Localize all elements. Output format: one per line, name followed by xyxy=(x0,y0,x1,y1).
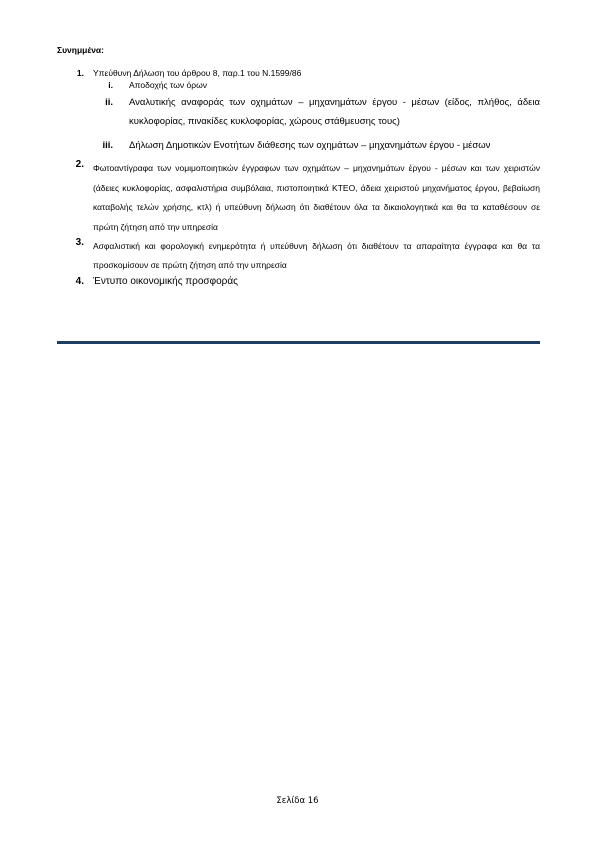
subitem-iii-number: iii. xyxy=(102,140,113,151)
item-4-text: Έντυπο οικονομικής προσφοράς xyxy=(93,276,238,287)
item-1-number: 1. xyxy=(76,68,84,78)
subitem-i-number: i. xyxy=(108,80,113,90)
subitem-ii-text: Αναλυτικής αναφοράς των οχημάτων – μηχανημάτων έργου - μέσων (είδος, πλήθος, άδεια κυκλοφορίας, πινακίδες κυκλοφορίας, χώρους στάθμευσης τους) xyxy=(129,97,540,127)
subitem-ii-number: ii. xyxy=(105,97,113,108)
item-3-text: Ασφαλιστική και φορολογική ενημερότητα ή υπεύθυνη δήλωση ότι διαθέτουν τα απαραίτητα έγγραφα και θα τα προσκομίσουν σε πρώτη ζήτηση από την υπηρεσία xyxy=(93,241,540,270)
item-4-number: 4. xyxy=(75,276,84,287)
page-number-footer: Σελίδα 16 xyxy=(276,796,319,806)
item-2-text: Φωτοαντίγραφα των νομιμοποιητικών έγγραφων των οχημάτων – μηχανημάτων έργου - μέσων και των χειριστών (άδειες κυκλοφορίας, ασφαλιστήρια συμβόλαια, πιστοποιητικά ΚΤΕΟ, άδεια χειριστού μηχανήματος έργου, βεβαίωση καταβολής τελών χρήσης, κτλ) ή υπεύθυνη δήλωση ότι διαθέτουν όλα τα δικαιολογητικά και θα τα καταθέσουν σε πρώτη ζήτηση από την υπηρεσία xyxy=(93,163,540,232)
subitem-i-text: Αποδοχής των όρων xyxy=(129,80,207,90)
horizontal-rule xyxy=(57,341,540,344)
item-1-text: Υπεύθυνη Δήλωση του άρθρου 8, παρ.1 του Ν.1599/86 xyxy=(93,68,302,78)
item-3-number: 3. xyxy=(75,237,84,248)
subitem-iii-text: Δήλωση Δημοτικών Ενοτήτων διάθεσης των οχημάτων – μηχανημάτων έργου - μέσων xyxy=(129,140,491,151)
item-2-number: 2. xyxy=(75,159,84,170)
attachments-heading: Συνημμένα: xyxy=(57,45,104,55)
